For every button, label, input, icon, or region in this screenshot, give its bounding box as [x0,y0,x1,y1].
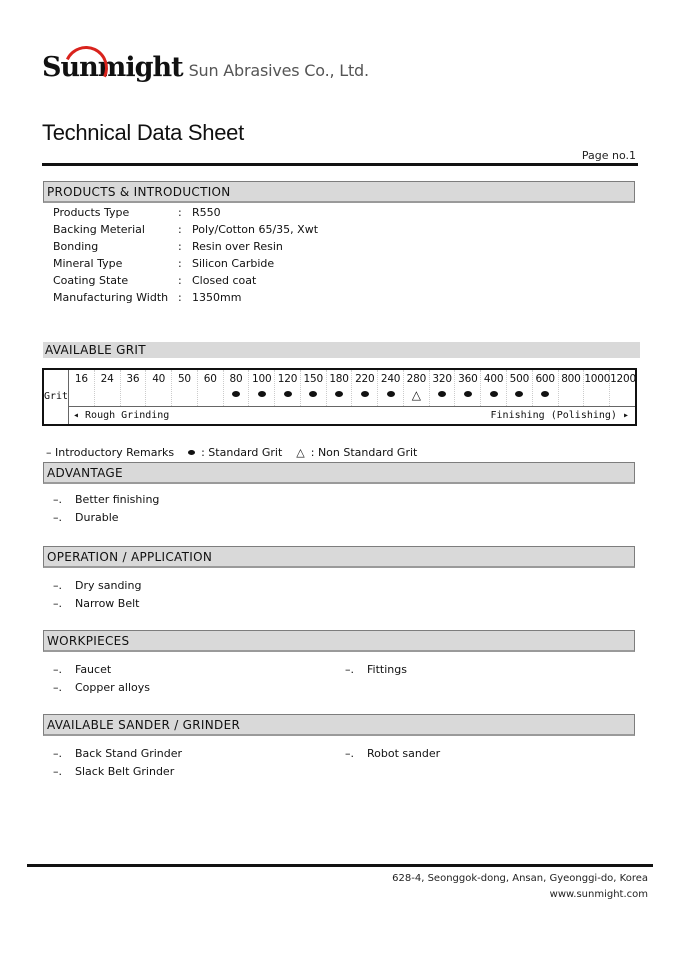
list-item [53,661,150,679]
list-item-text: Copper alloys [75,681,150,694]
standard-grit-dot-icon [490,391,498,397]
grit-range-row [69,407,635,424]
sander-list-right [345,745,440,763]
product-info-row [53,289,241,306]
grit-column [481,370,507,406]
company-logo [42,52,369,88]
grit-value: 1000 [584,373,611,385]
grit-value: 120 [277,373,298,385]
info-value: Resin over Resin [192,240,283,253]
section-header-grit: AVAILABLE GRIT [43,342,640,358]
bullet-dash-icon: –. [345,663,354,676]
legend-standard [188,446,282,459]
grit-value: 600 [535,373,555,385]
standard-grit-dot-icon [515,391,523,397]
standard-grit-dot-icon [387,391,395,397]
grit-column [95,370,121,406]
product-info-row [53,255,274,272]
grit-value: 220 [355,373,375,385]
bullet-dash-icon: –. [53,765,62,778]
grit-value: 800 [561,373,581,385]
grit-column [224,370,250,406]
grit-column [301,370,327,406]
range-rough-grinding: ◂ Rough Grinding [73,410,170,421]
info-label: Backing Meterial [53,223,145,236]
grit-availability [327,389,352,401]
grit-value: 320 [432,373,452,385]
info-value: Closed coat [192,274,257,287]
list-item [53,509,159,527]
info-value: Poly/Cotton 65/35, Xwt [192,223,319,236]
list-item-text: Faucet [75,663,112,676]
grit-column [507,370,533,406]
legend-non-standard-text: : Non Standard Grit [310,446,418,459]
grit-column [249,370,275,406]
list-item [53,763,182,781]
grit-availability [430,389,455,401]
logo-arc-icon [58,40,114,96]
info-colon: : [178,257,182,270]
standard-grit-dot-icon [438,391,446,397]
section-header-workpieces: WORKPIECES [43,630,635,652]
grit-value: 36 [126,373,140,385]
grit-column [146,370,172,406]
list-item-text: Fittings [367,663,407,676]
bullet-dash-icon: –. [53,681,62,694]
list-item [53,491,159,509]
bullet-dash-icon: –. [53,747,62,760]
title-divider [42,163,638,166]
list-item-text: Dry sanding [75,579,142,592]
grit-column [275,370,301,406]
operation-list [53,577,141,613]
standard-grit-dot-icon [232,391,240,397]
grit-value: 24 [100,373,114,385]
grit-value: 280 [406,373,427,385]
product-info-row [53,272,256,289]
footer-divider [27,864,653,867]
grit-column [430,370,456,406]
grit-column [610,370,635,406]
grit-value: 240 [380,373,401,385]
info-value: Silicon Carbide [192,257,275,270]
grit-availability [404,389,429,403]
footer-website[interactable]: www.sunmight.com [549,889,648,900]
footer-address: 628-4, Seonggok-dong, Ansan, Gyeonggi-do, Korea [392,873,648,884]
info-label: Coating State [53,274,129,287]
grit-column [172,370,198,406]
grit-availability [352,389,377,401]
sander-list-left [53,745,182,781]
page-title: Technical Data Sheet [42,120,244,145]
section-header-sander: AVAILABLE SANDER / GRINDER [43,714,635,736]
grit-availability [507,389,532,401]
grit-value: 500 [509,373,530,385]
grit-legend [46,446,431,459]
info-colon: : [178,206,182,219]
grit-value: 60 [203,373,217,385]
standard-grit-dot-icon [361,391,369,397]
list-item [53,577,141,595]
grit-column [455,370,481,406]
grit-columns [69,370,635,407]
product-info-row [53,238,283,255]
list-item-text: Durable [75,511,119,524]
grit-column [559,370,585,406]
standard-grit-dot-icon [541,391,549,397]
standard-dot-icon [188,450,195,455]
grit-value: 80 [229,373,243,385]
section-header-products: PRODUCTS & INTRODUCTION [43,181,635,203]
info-value: R550 [192,206,221,219]
bullet-dash-icon: –. [53,493,62,506]
grit-column [198,370,224,406]
list-item [53,679,150,697]
legend-non-standard [296,446,417,459]
grit-column [584,370,610,406]
grit-value: 16 [74,373,88,385]
info-label: Manufacturing Width [53,291,169,304]
info-colon: : [178,274,182,287]
standard-grit-dot-icon [258,391,266,397]
grit-column [121,370,147,406]
logo-brand-text: Sunmight [42,52,183,83]
workpieces-list-right [345,661,407,679]
list-item-text: Back Stand Grinder [75,747,183,760]
list-item-text: Narrow Belt [75,597,140,610]
logo-company-name: Sun Abrasives Co., Ltd. [188,61,369,80]
grit-column [378,370,404,406]
grit-availability [533,389,558,401]
grit-availability [249,389,274,401]
list-item-text: Better finishing [75,493,160,506]
standard-grit-dot-icon [464,391,472,397]
grit-value: 100 [252,373,272,385]
grit-column [352,370,378,406]
section-header-advantage: ADVANTAGE [43,462,635,484]
info-label: Bonding [53,240,99,253]
bullet-dash-icon: –. [53,579,62,592]
grit-value: 50 [177,373,191,385]
bullet-dash-icon: –. [53,511,62,524]
section-header-operation: OPERATION / APPLICATION [43,546,635,568]
list-item [345,745,440,763]
standard-grit-dot-icon [309,391,317,397]
grit-value: 150 [303,373,323,385]
info-label: Mineral Type [53,257,123,270]
grit-column [69,370,95,406]
non-standard-triangle-icon: △ [296,445,305,459]
grit-table [42,368,637,426]
footer-contact [392,871,648,903]
page-number: Page no.1 [581,149,636,162]
logo-brand [42,52,183,83]
standard-grit-dot-icon [284,391,292,397]
list-item [53,595,141,613]
grit-availability [378,389,403,401]
non-standard-grit-triangle-icon: △ [411,388,421,402]
grit-availability [224,389,249,401]
info-label: Products Type [53,206,130,219]
grit-availability [275,389,300,401]
grit-row-label: Grit [44,370,69,424]
bullet-dash-icon: –. [53,597,62,610]
product-info-row [53,221,318,238]
list-item [53,745,182,763]
info-colon: : [178,223,182,236]
grit-availability [481,389,506,401]
advantage-list [53,491,159,527]
bullet-dash-icon: –. [53,663,62,676]
bullet-dash-icon: –. [345,747,354,760]
grit-column [327,370,353,406]
grit-availability [301,389,326,401]
grit-column [404,370,430,406]
product-info-row [53,204,221,221]
range-finishing: Finishing (Polishing) ▸ [490,410,629,421]
standard-grit-dot-icon [335,391,343,397]
grit-value: 180 [329,373,349,385]
grit-value: 400 [483,373,504,385]
info-value: 1350mm [192,291,242,304]
grit-availability [455,389,480,401]
grit-value: 1200 [610,373,636,385]
grit-value: 40 [152,373,166,385]
legend-intro: – Introductory Remarks [46,446,175,459]
info-colon: : [178,240,182,253]
list-item-text: Robot sander [367,747,441,760]
grit-column [533,370,559,406]
workpieces-list-left [53,661,150,697]
info-colon: : [178,291,182,304]
legend-standard-text: : Standard Grit [201,446,283,459]
list-item-text: Slack Belt Grinder [75,765,175,778]
list-item [345,661,407,679]
grit-value: 360 [458,373,478,385]
